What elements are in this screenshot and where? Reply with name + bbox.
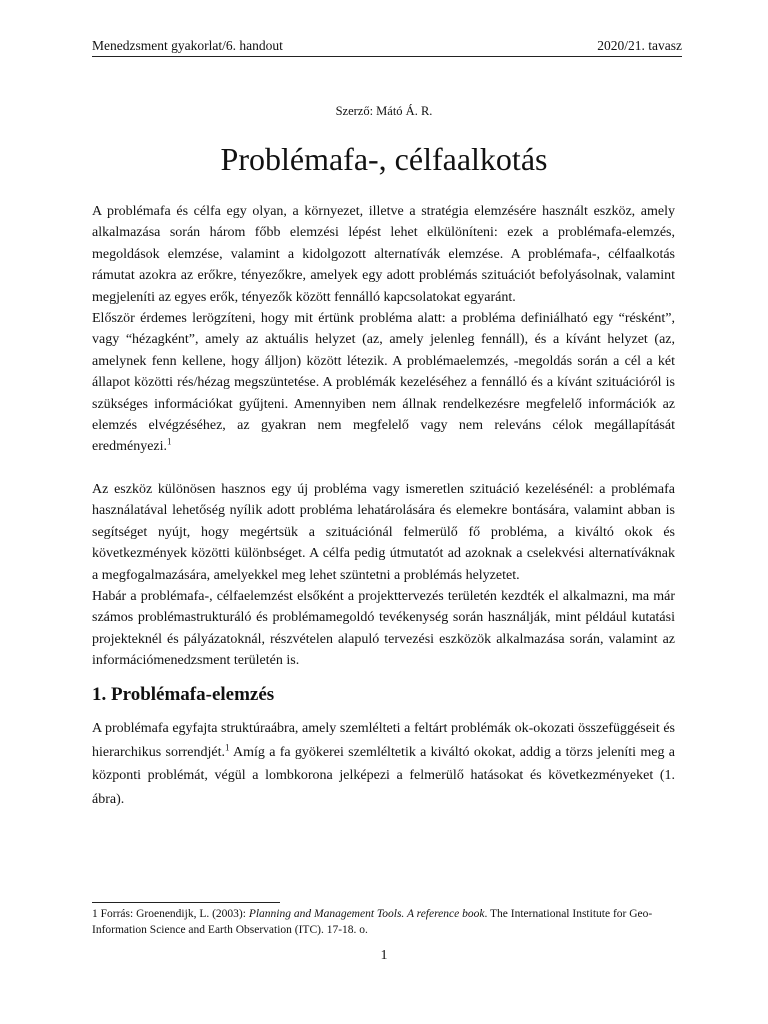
footnote-ref: 1 — [167, 436, 172, 447]
footnote-prefix: Forrás: Groenendijk, L. (2003): — [97, 908, 249, 920]
section-body — [92, 717, 675, 811]
running-header — [92, 38, 682, 57]
section-heading: 1. Problémafa-elemzés — [92, 684, 275, 705]
paragraph-problem-tree — [92, 717, 675, 811]
page-title: Problémafa-, célfaalkotás — [220, 141, 548, 177]
paragraph-definition — [92, 308, 675, 458]
paragraph-problem-tree-a: A problémafa egyfajta struktúraábra, amely szemlélteti a feltárt problémák ok-okozati összefüggéseit és hierarchikus sorrendjét. — [92, 721, 675, 760]
paragraph-applications: Habár a problémafa-, célfaelemzést elsőként a projekttervezés területén kezdték el alkalmazni, ma már számos problémastrukturáló és problémamegoldó tevékenység során használják, mint például kutatási projekteknél és pályázatoknál, részvételen alapuló tervezési eszközök alkalmazása során, valamint az információmenedzsment területén is. — [92, 588, 675, 669]
footnote-separator — [92, 902, 280, 903]
page-number: 1 — [380, 948, 388, 963]
footnote — [92, 907, 682, 938]
author-line: Szerző: Mátó Á. R. — [335, 104, 433, 118]
paragraph-gap — [92, 458, 675, 479]
footnote-book-title: Planning and Management Tools. A reference book — [248, 908, 485, 920]
footnote-suffix: . The International Institute for Geo-Information Science and Earth Observation (ITC). 17-18. o. — [92, 908, 653, 936]
paragraph-definition-text: Először érdemes lerögzíteni, hogy mit értünk probléma alatt: a probléma definiálható egy “résként”, vagy “hézagként”, amely az aktuális helyzet (az, amely jelenleg fennáll), és a kívánt helyzet (az, amelynek fenn kellene, hogy álljon) között létezik. A problémaelemzés, -megoldás során a cél a két állapot közötti rés/hézag megszüntetése. A problémák kezeléséhez a fennálló és a kívánt szituációról is szükséges információkat gyűjteni. Amennyiben nem állnak rendelkezésre megfelelő információk az elemzés elvégzéséhez, az gyakran nem megfelelő vagy nem releváns célok megállapítását eredményezi. — [92, 311, 675, 455]
footnote-mark: 1 — [92, 908, 98, 920]
intro-body — [92, 201, 675, 672]
header-semester: 2020/21. tavasz — [597, 38, 682, 53]
header-course: Menedzsment gyakorlat/6. handout — [92, 38, 283, 53]
footnote-ref: 1 — [224, 741, 230, 752]
paragraph-problem-tree-b: Amíg a fa gyökerei szemléltetik a kiváltó okokat, addig a törzs jeleníti meg a központi problémát, végül a lombkorona jelképezi a felmerülő hatásokat és következményeket (1. ábra). — [92, 744, 675, 807]
paragraph-usefulness: Az eszköz különösen hasznos egy új probléma vagy ismeretlen szituáció kezelésénél: a problémafa használatával lehetőség nyílik adott probléma lehatárolására és elemekre bontására, valamint abban is segítséget nyújt, hogy megértsük a szituációnál felmerülő fő probléma, a kiváltó okok és következmények közötti különbséget. A célfa pedig útmutatót ad azoknak a cselekvési alternatíváknak a megfogalmazására, amelyekkel meg lehet szüntetni a problémás helyzetet. — [92, 481, 675, 583]
paragraph-intro: A problémafa és célfa egy olyan, a környezet, illetve a stratégia elemzésére használt eszköz, amely alkalmazása során három főbb elemzési lépést lehet elkülöníteni: ezek a problémafa-elemzés, megoldások elemzése, valamint a kidolgozott alternatívák elemzése. A problémafa-, célfaalkotás rámutat azokra az erőkre, tényezőkre, amelyek egy adott problémás szituációt befolyásolnak, valamint megjeleníti az egyes erők, tényezők között fennálló kapcsolatokat egyaránt. — [92, 204, 675, 305]
